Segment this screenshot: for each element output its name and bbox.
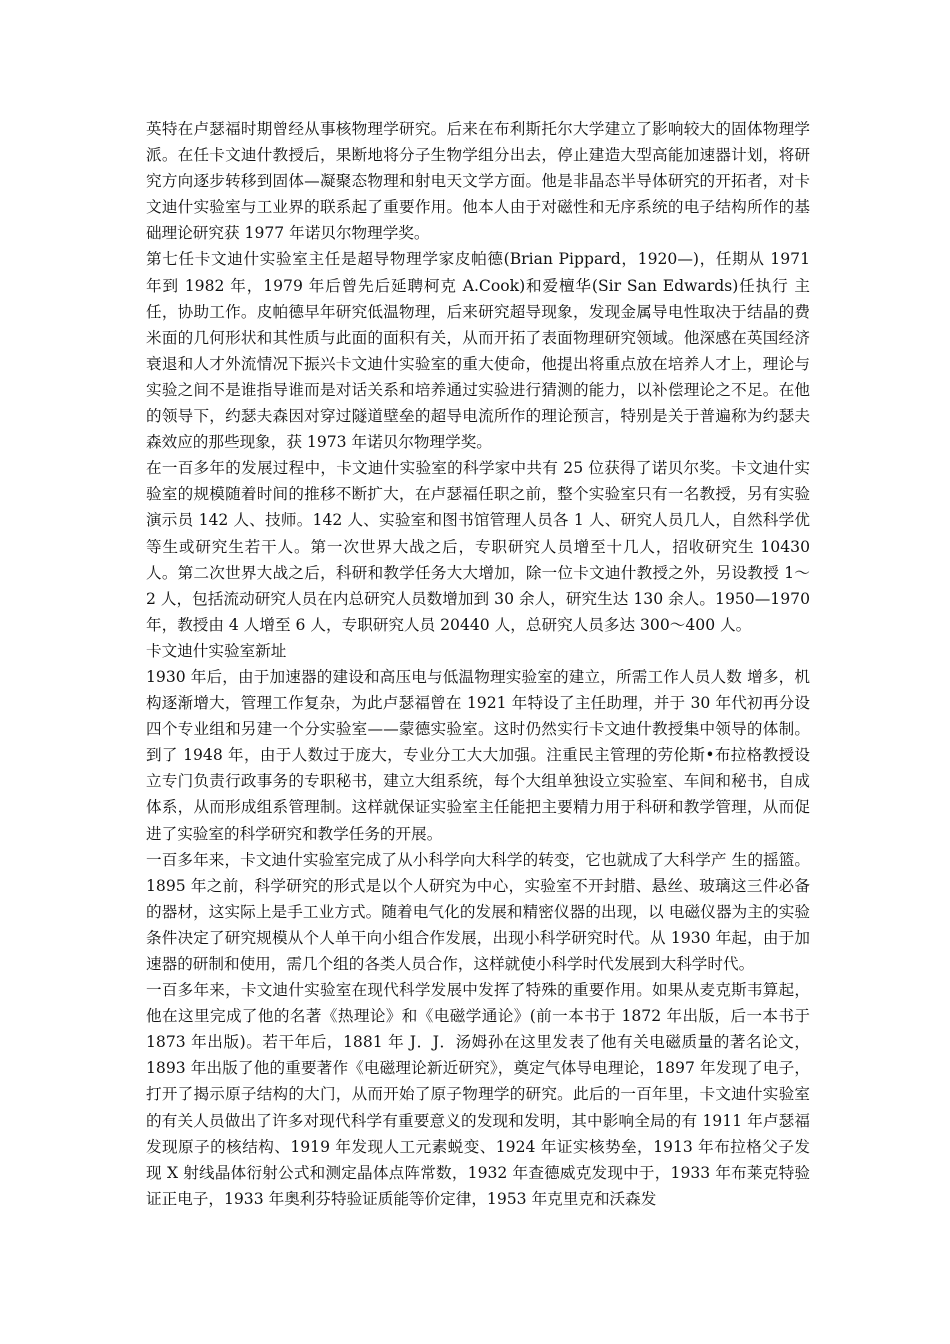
paragraph-nobel-and-staff: 在一百多年的发展过程中，卡文迪什实验室的科学家中共有 25 位获得了诺贝尔奖。卡文迪什实验室的规模随着时间的推移不断扩大，在卢瑟福任职之前，整个实验室只有一名教授，另有实验演示员 142 人、技师。142 人、实验室和图书馆管理人员各 1 人、研究人员几人，自然科学优等生或研究生若干人。第一次世界大战之后，专职研究人员增至十几人，招收研究生 10430 人。第二次世界大战之后，科研和教学任务大大增加，除一位卡文迪什教授之外，另设教授 1～2 人，包括流动研究人员在内总研究人员数增加到 30 余人，研究生达 130 余人。1950—1970 年，教授由 4 人增至 6 人，专职研究人员 20440 人，总研究人员多达 300～400 人。 — [146, 459, 810, 634]
section-heading-new-site: 卡文迪什实验室新址 — [146, 641, 287, 660]
paragraph-big-science: 一百多年来，卡文迪什实验室完成了从小科学向大科学的转变，它也就成了大科学产 生的摇篮。1895 年之前，科学研究的形式是以个人研究为中心，实验室不开封腊、悬丝、玻璃这三件必备的器材，这实际上是手工业方式。随着电气化的发展和精密仪器的出现，以 电磁仪器为主的实验条件决定了研究规模从个人单干向小组合作发展，出现小科学研究时代。从 1930 年起，由于加速器的研制和使用，需几个组的各类人员合作，这样就使小科学时代发展到大科学时代。 — [146, 850, 810, 973]
paragraph-discoveries: 一百多年来，卡文迪什实验室在现代科学发展中发挥了特殊的重要作用。如果从麦克斯韦算起，他在这里完成了他的名著《热理论》和《电磁学通论》(前一本书于 1872 年出版，后一本书于 1873 年出版)。若干年后，1881 年 J．J．汤姆孙在这里发表了他有关电磁质量的著名论文，1893 年出版了他的重要著作《电磁理论新近研究》，奠定气体导电理论，1897 年发现了电子，打开了揭示原子结构的大门，从而开始了原子物理学的研究。此后的一百年里，卡文迪什实验室的有关人员做出了许多对现代科学有重要意义的发现和发明，其中影响全局的有 1911 年卢瑟福发现原子的核结构、1919 年发现人工元素蜕变、1924 年证实核势垒，1913 年布拉格父子发现 X 射线晶体衍射公式和测定晶体点阵常数，1932 年查德威克发现中于，1933 年布莱克特验证正电子，1933 年奥利芬特验证质能等价定律，1953 年克里克和沃森发 — [146, 981, 810, 1208]
document-body — [146, 116, 810, 1212]
paragraph-management-system: 1930 年后，由于加速器的建设和高压电与低温物理实验室的建立，所需工作人员人数 增多，机构逐渐增大，管理工作复杂，为此卢瑟福曾在 1921 年特设了主任助理，并于 30 年代初再分设四个专业组和另建一个分实验室——蒙德实验室。这时仍然实行卡文迪什教授集中领导的体制。到了 1948 年，由于人数过于庞大，专业分工大大加强。注重民主管理的劳伦斯•布拉格教授设立专门负责行政事务的专职秘书，建立大组系统，每个大组单独设立实验室、车间和秘书，自成体系，从而形成组系管理制。这样就保证实验室主任能把主要精力用于科研和教学管理，从而促进了实验室的科学研究和教学任务的开展。 — [146, 667, 810, 843]
paragraph-pippard-director: 第七任卡文迪什实验室主任是超导物理学家皮帕德(Brian Pippard，1920—)，任期从 1971 年到 1982 年，1979 年后曾先后延聘柯克 A.Cook)和爱檀华(Sir San Edwards)任执行 主任，协助工作。皮帕德早年研究低温物理，后来研究超导现象，发现金属导电性取决于结晶的费米面的几何形状和其性质与此面的面积有关，从而开拓了表面物理研究领域。他深感在英国经济衰退和人才外流情况下振兴卡文迪什实验室的重大使命，他提出将重点放在培养人才上，理论与实验之间不是谁指导谁而是对话关系和培养通过实验进行猜测的能力，以补偿理论之不足。在他的领导下，约瑟夫森因对穿过隧道壁垒的超导电流所作的理论预言，特别是关于普遍称为约瑟夫森效应的那些现象，获 1973 年诺贝尔物理学奖。 — [146, 250, 810, 452]
paragraph-mott-solid-state: 英特在卢瑟福时期曾经从事核物理学研究。后来在布利斯托尔大学建立了影响较大的固体物理学派。在任卡文迪什教授后，果断地将分子生物学组分出去，停止建造大型高能加速器计划，将研究方向逐步转移到固体—凝聚态物理和射电天文学方面。他是非晶态半导体研究的开拓者，对卡文迪什实验室与工业界的联系起了重要作用。他本人由于对磁性和无序系统的电子结构所作的基础理论研究获 1977 年诺贝尔物理学奖。 — [146, 120, 810, 243]
